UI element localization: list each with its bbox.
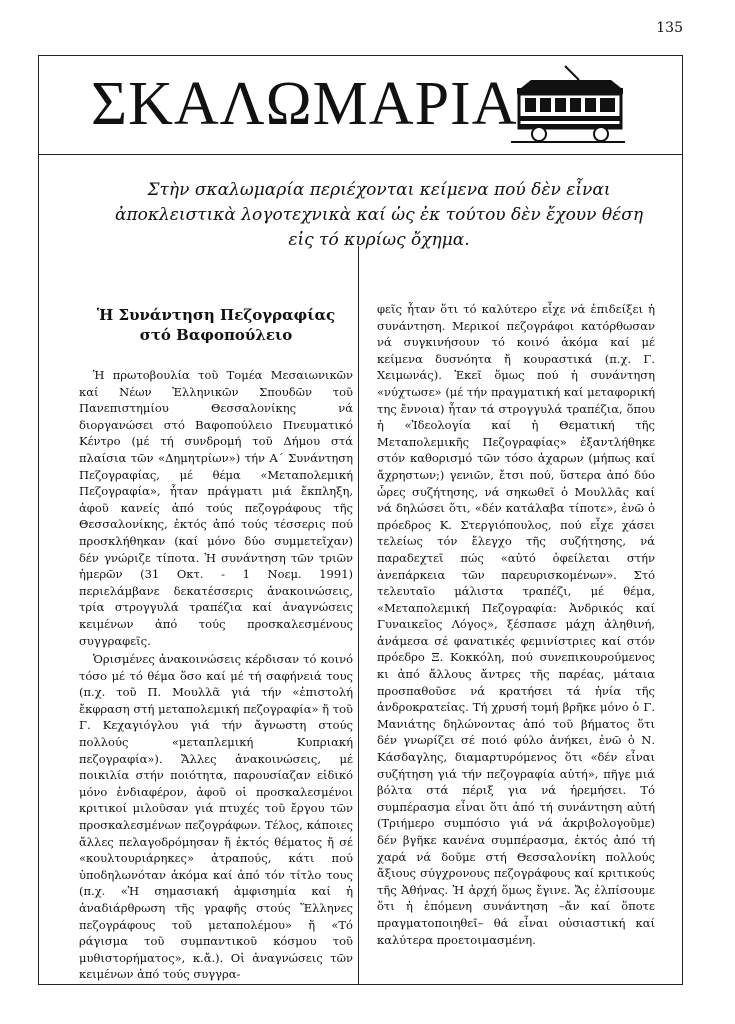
article-paragraph: Ἡ πρωτοβουλία τοῦ Τομέα Μεσαιωνικῶν καί Νέων Ἑλληνικῶν Σπουδῶν τοῦ Πανεπιστημίου Θεσσαλονίκης νά διοργανώσει στό Βαφοπούλειο Πνευματικό Κέντρο (μέ τή συνδρομή τοῦ Δήμου στά πλαίσια τῶν «Δημητρίων») τήν Α΄ Συνάντηση Πεζογραφίας, μέ θέμα «Μεταπολεμική Πεζογραφία», ἦταν πράγματι μιά ἔκπληξη, ἀφοῦ κανείς ἀπό τούς πεζογράφους τῆς Θεσσαλονίκης, ἐκτός ἀπό τούς τέσσερις πού προσκλήθηκαν (καί μόνο δύο συμμετεῖχαν) δέν γνώριζε τίποτα. Ἡ συνάντηση τῶν τριῶν ἡμερῶν (31 Οκτ. - 1 Νοεμ. 1991) περιελάμβανε δεκατέσσερις ἀνακοινώσεις, τρία στρογγυλά τραπέζια καί ἀναγνώσεις κειμένων ἀπό τούς προσκαλεσμένους συγγραφεῖς. bbox=[79, 368, 353, 648]
article-title-line1: Ἡ Συνάντηση Πεζογραφίας bbox=[96, 306, 336, 324]
article-paragraph: φεῖς ἦταν ὅτι τό καλύτερο εἶχε νά ἐπιδείξει ἡ συνάντηση. Μερικοί πεζογράφοι κατόρθωσαν νά συγκινήσουν τό κοινό ἀκόμα καί μέ κείμενα δυσνόητα ἤ κουραστικά (π.χ. Γ. Χειμωνάς). Ἐκεῖ ὅμως πού ἡ συνάντηση «νύχτωσε» (μέ τήν πραγματική καί μεταφορική της ἔννοια) ἦταν τά στρογγυλά τραπέζια, ὅπου ἡ «Ἰδεολογία καί ἡ Θεματική τῆς Μεταπολεμικῆς Πεζογραφίας» ἐξαντλήθηκε στόν καθορισμό τῶν τόσο ἀχαρων (μήπως καί ἄχρηστων;) γενιῶν, ἔτσι πού, ὕστερα ἀπό δύο ὧρες συζήτησης, νά σηκωθεῖ ὁ Μουλλᾶς καί νά δηλώσει ὅτι, «δέν κατάλαβα τίποτε», ἐνῶ ὁ πρόεδρος Κ. Στεργιόπουλος, πού εἶχε χάσει τελείως τόν ἔλεγχο τῆς συζήτησης, νά παραδεχτεῖ πώς «αὐτό ὀφείλεται στήν ἀνεπάρκεια τῶν παρευρισκομένων». Στό τελευταῖο μάλιστα τραπέζι, μέ θέμα, «Μεταπολεμική Πεζογραφία: Ἀνδρικός καί Γυναικεῖος Λόγος», ξέσπασε μάχη ἀληθινή, ἀνάμεσα σέ φανατικές φεμινίστριες καί στόν πρόεδρο Ξ. Κοκκόλη, πού συνεπικουρούμενος κι ἀπό ἄλλους ἄντρες τῆς παρέας, μάταια προσπαθοῦσε νά κρατήσει τά ἡνία τῆς ἀνδροκρατείας. Τή χρυσή τομή βρῆκε μόνο ὁ Γ. Μανιάτης δηλώνοντας ἀπό τοῦ βήματος ὅτι δέν γνωρίζει σέ ποιό φύλο ἀνήκει, ἐνῶ ὁ Ν. Κάσδαγλης, διαμαρτυρόμενος ὅτι «δέν εἶναι συζήτηση γιά τήν πεζογραφία αὐτή», πῆγε μιά βόλτα στά πέριξ για νά ἠρεμήσει. Τό συμπέρασμα εἶναι ὅτι ἀπό τή συνάντηση αὐτή (Τριήμερο συμπόσιο γιά νά ἀκριβολογοῦμε) δέν βγῆκε κανένα συμπέρασμα, ἐκτός ἀπό τή χαρά νά δοῦμε στή Θεσσαλονίκη πολλούς ἄξιους σύγχρονους πεζογράφους καί κριτικούς τῆς Ἀθήνας. Ἡ ἀρχή ὅμως ἔγινε. Ἄς ἐλπίσουμε ὅτι ἡ ἑπόμενη συνάντηση –ἄν καί ὅποτε πραγματοποιηθεῖ– θά εἶναι οὐσιαστική καί καλύτερα προετοιμασμένη. bbox=[377, 302, 655, 947]
article-title bbox=[79, 305, 353, 345]
article-paragraph: Ὁρισμένες ἀνακοινώσεις κέρδισαν τό κοινό τόσο μέ τό θέμα ὅσο καί μέ τή σαφήνειά τους (π.χ. τοῦ Π. Μουλλᾶ γιά τήν «ἐπιστολή ἔκφραση στή μεταπολεμική πεζογραφία» ἤ τοῦ Γ. Κεχαγιόγλου γιά τήν ἄγνωστη στούς πολλούς «μεταπλεμική Κυπριακή πεζογραφία»). Ἄλλες ἀνακοινώσεις, μέ ποικιλία στήν ποιότητα, παρουσίαζαν εἰδικό μόνο ἐνδιαφέρον, ἀφοῦ οἱ προσκαλεσμένοι κριτικοί μιλοῦσαν γιά πτυχές τοῦ ἔργου τῶν προσκαλεσμένων πεζογράφων. Τέλος, κάποιες ἄλλες πελαγοδρόμησαν ἤ ἐκτός θέματος ἤ σέ «κουλτουριάρηκες» ἀτραπούς, κάτι πού ὑποδηλωνόταν ἀκόμα καί ἀπό τόν τίτλο τους (π.χ. «Ἡ σημασιακή ἀμφισημία καί ἡ ἀναδιάρθρωση τῆς γραφῆς στούς Ἕλληνες πεζογράφους τοῦ μεταπολέμου» ἤ «Τό ράγισμα τοῦ συμπαντικοῦ κόσμου τοῦ μυθιστορήματος», κ.ἄ.). Οἱ ἀναγνώσεις τῶν κειμένων ἀπό τούς συγγρα- bbox=[79, 652, 354, 982]
right-column bbox=[377, 301, 655, 970]
intro-note: Στὴν σκαλωμαρία περιέχονται κείμενα πού δὲν εἶναι ἀποκλειστικὰ λογοτεχνικὰ καί ὡς ἐκ τούτου δὲν ἔχουν θέση εἰς τό κυρίως ὄχημα. bbox=[114, 180, 644, 250]
left-column bbox=[79, 301, 354, 982]
masthead bbox=[39, 56, 682, 155]
tram-icon bbox=[507, 64, 627, 144]
masthead-title: ΣΚΑΛΩΜΑΡΙΑ bbox=[91, 70, 518, 138]
article-title-line2: στό Βαφοπούλειο bbox=[139, 326, 293, 344]
section-frame bbox=[38, 55, 683, 985]
page-number: 135 bbox=[656, 20, 683, 36]
column-divider bbox=[358, 246, 359, 984]
